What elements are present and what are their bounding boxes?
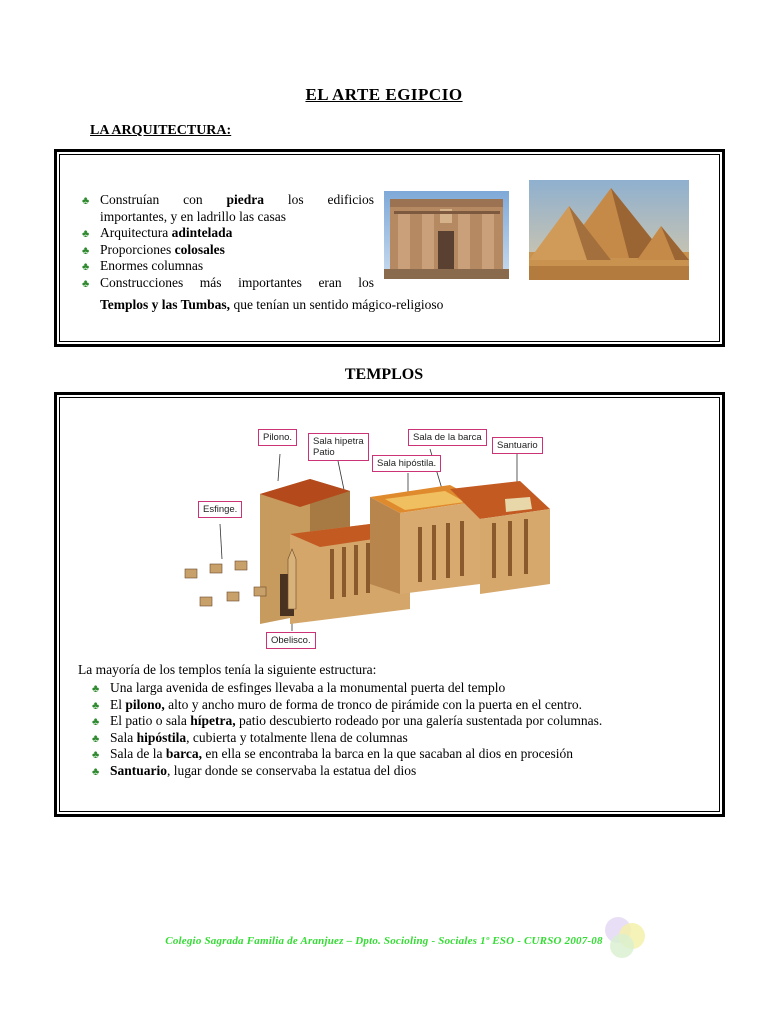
clover-icon: ♣ — [82, 277, 90, 290]
item-text: alto y ancho muro de forma de tronco de pirámide con la puerta en el centro. — [164, 696, 582, 712]
item-text: importantes, y en ladrillo las casas — [100, 208, 286, 224]
list-item — [88, 730, 708, 747]
clover-icon: ♣ — [92, 683, 100, 695]
list-item — [88, 713, 708, 730]
item-bold: Santuario — [110, 762, 168, 778]
label-obelisco: Obelisco. — [266, 632, 316, 649]
list-item — [78, 258, 374, 275]
tail-text: que tenían un sentido mágico-religioso — [230, 297, 444, 312]
temple-diagram — [180, 409, 570, 659]
label-text: Sala hipetra — [313, 436, 364, 447]
arquitectura-list — [78, 192, 374, 291]
clover-icon: ♣ — [92, 716, 100, 728]
item-text: los edificios — [264, 192, 374, 207]
label-santuario: Santuario — [492, 437, 543, 454]
label-text: Patio — [313, 447, 335, 458]
list-item — [88, 746, 708, 763]
clover-icon: ♣ — [82, 195, 90, 207]
templos-list — [88, 680, 708, 779]
list-item — [78, 192, 374, 209]
item-bold: piedra — [226, 192, 264, 207]
item-text: Construcciones más importantes eran los — [100, 274, 374, 290]
list-item — [78, 209, 374, 226]
item-text: Sala de la — [110, 746, 166, 761]
list-item — [88, 763, 708, 780]
item-text: Sala — [110, 729, 137, 745]
temple-photo — [384, 191, 509, 279]
clover-icon: ♣ — [92, 732, 100, 745]
item-bold: hípetra, — [190, 713, 236, 728]
label-sala-hipostila: Sala hipóstila. — [372, 455, 441, 472]
item-bold: pilono, — [125, 696, 165, 712]
item-bold: colosales — [174, 241, 225, 257]
clover-icon: ♣ — [92, 765, 100, 778]
item-bold: hipóstila — [136, 729, 187, 745]
list-item — [88, 697, 708, 714]
tail-bold: Templos y las Tumbas, — [100, 297, 231, 312]
page-title: EL ARTE EGIPCIO — [305, 85, 463, 104]
list-item — [88, 680, 708, 697]
item-text: Una larga avenida de esfinges llevaba a la monumental puerta del templo — [110, 680, 506, 695]
pyramids-photo — [529, 180, 689, 280]
clover-icon: ♣ — [82, 244, 90, 257]
item-text: Arquitectura — [100, 225, 172, 240]
clover-icon: ♣ — [92, 749, 100, 761]
item-text: patio descubierto rodeado por una galería sustentada por columnas. — [235, 713, 603, 728]
item-text: El patio o sala — [110, 713, 191, 728]
item-text: Enormes columnas — [100, 258, 204, 273]
section-heading-templos: TEMPLOS — [344, 366, 424, 383]
list-item — [78, 242, 374, 259]
item-text: Construían con — [100, 192, 227, 207]
list-item — [78, 275, 374, 292]
list-item — [78, 225, 374, 242]
item-text: , cubierta y totalmente llena de columnas — [186, 729, 408, 745]
item-text: en ella se encontraba la barca en la que sacaban al dios en procesión — [201, 746, 574, 761]
item-text: , lugar donde se conservaba la estatua del dios — [167, 762, 417, 778]
label-sala-hipetra — [308, 433, 369, 461]
arquitectura-tail — [100, 297, 443, 313]
clover-icon: ♣ — [82, 261, 90, 273]
label-pilono: Pilono. — [258, 429, 297, 446]
item-bold: adintelada — [171, 225, 233, 240]
section-heading-arquitectura: LA ARQUITECTURA: — [90, 123, 232, 138]
item-bold: barca, — [165, 746, 202, 761]
templos-intro: La mayoría de los templos tenía la siguiente estructura: — [78, 662, 377, 677]
footer-text: Colegio Sagrada Familia de Aranjuez – Dpto. Socioling - Sociales 1º ESO - CURSO 2007-08 — [165, 935, 603, 947]
label-esfinge: Esfinge. — [198, 501, 242, 518]
label-sala-barca: Sala de la barca — [408, 429, 487, 446]
clover-icon: ♣ — [92, 699, 100, 712]
clover-icon: ♣ — [82, 228, 90, 240]
item-text: Proporciones — [100, 241, 175, 257]
item-text: El — [110, 696, 126, 712]
